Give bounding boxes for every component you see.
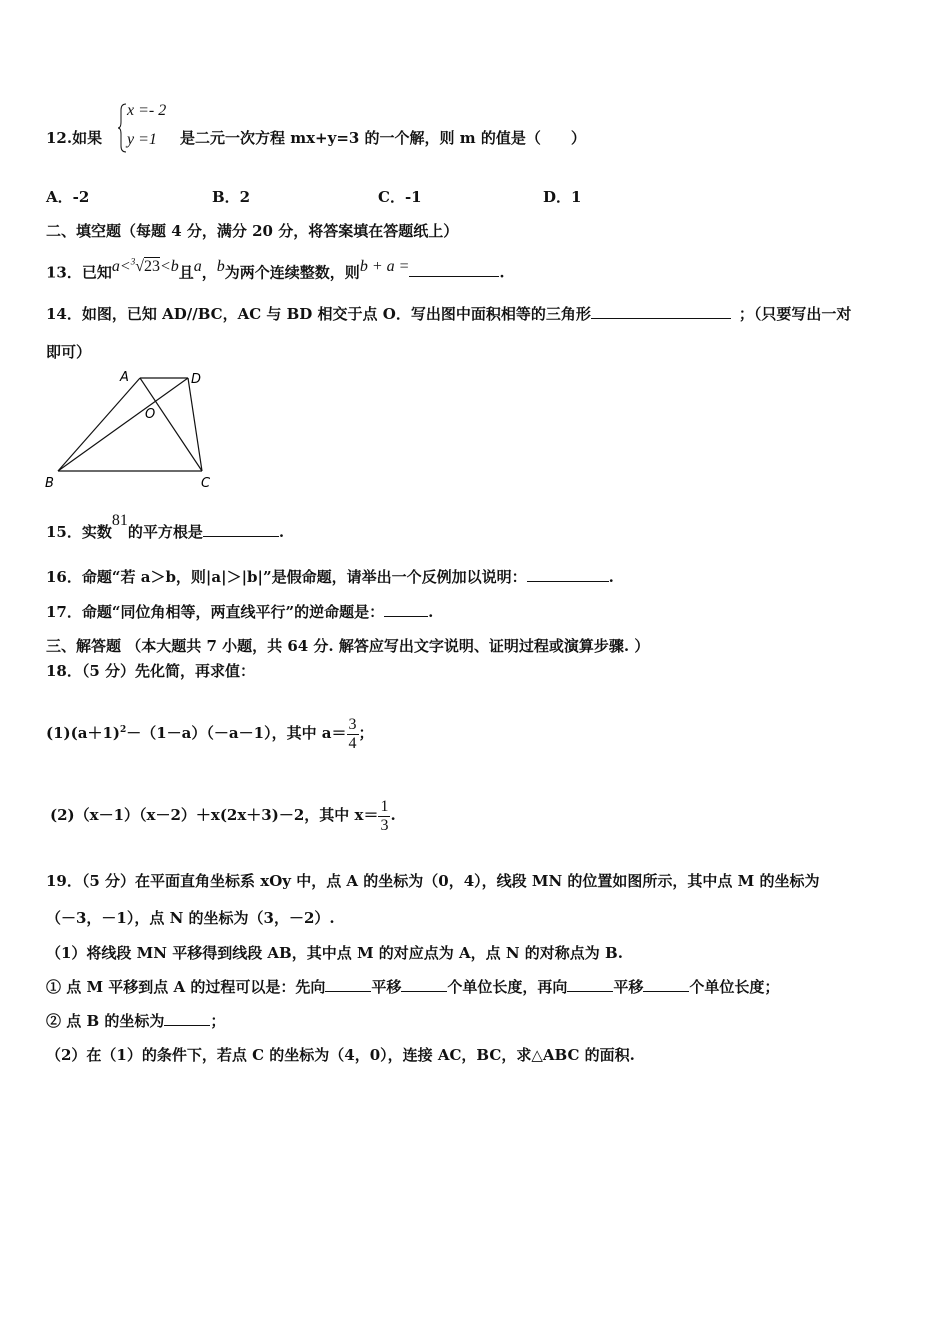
q13-pre: 已知	[81, 263, 112, 282]
section-3-heading: 三、解答题 （本大题共 7 小题，共 64 分. 解答应写出文字说明、证明过程或演算步骤. ）	[46, 637, 650, 655]
segment-ab	[58, 378, 140, 471]
q19-blank-direction1[interactable]	[325, 977, 371, 992]
q13-end: .	[499, 263, 505, 282]
q17-answer-blank[interactable]	[384, 602, 428, 617]
q16-line	[46, 567, 614, 587]
q13-ineq-lt2: <	[159, 258, 171, 276]
q19-blank-direction2[interactable]	[567, 977, 613, 992]
q12-number: 12.	[46, 129, 73, 147]
q13-ineq-b: b	[170, 258, 179, 276]
q14-text: 14．如图，已知 AD//BC，AC 与 BD 相交于点 O．写出图中面积相等的三角形	[46, 305, 591, 323]
q13-ineq-a: a	[111, 258, 120, 276]
q19-blank-units2[interactable]	[643, 977, 689, 992]
q12-option-d[interactable]: D．1	[543, 188, 582, 206]
q17-end: .	[428, 603, 434, 621]
q13-ineq-lt1: <	[119, 258, 131, 276]
q17-text: 17．命题“同位角相等，两直线平行”的逆命题是：	[46, 603, 385, 621]
q18-part2	[50, 785, 396, 845]
q13-root-index: 3	[130, 257, 136, 267]
q16-answer-blank[interactable]	[527, 567, 609, 582]
label-o: O	[145, 407, 156, 422]
q19-blank-point-b[interactable]	[164, 1011, 210, 1026]
q16-text: 16．命题“若 a＞b，则|a|＞|b|”是假命题，请举出一个反例加以说明：	[46, 568, 527, 586]
q18-p2-end: .	[390, 806, 396, 824]
q15-line	[46, 512, 285, 543]
q12-system-line1: x =- 2	[127, 102, 167, 119]
q12-line	[46, 128, 102, 148]
q19-line3: （1）将线段 MN 平移得到线段 AB，其中点 M 的对应点为 A，点 N 的对称点为 B.	[46, 944, 623, 962]
q12-equation-system	[118, 100, 178, 156]
segment-bd	[58, 378, 188, 471]
q13-comma: ，	[201, 263, 217, 282]
q18-p1-b: －（1－a）（－a－1），其中 a＝	[126, 724, 347, 742]
q19-line4	[46, 977, 779, 997]
q13-number: 13．	[46, 263, 82, 282]
segment-dc	[188, 378, 202, 471]
q17-line	[46, 602, 433, 622]
q18-p2-num: 1	[380, 797, 389, 815]
q16-end: .	[608, 568, 614, 586]
q12-option-c[interactable]: C．-1	[378, 188, 422, 206]
q19-line5	[46, 1011, 225, 1031]
label-c: C	[201, 476, 211, 491]
q14-line1	[46, 304, 851, 324]
q12-pre: 如果	[72, 129, 103, 147]
q13-mid: 且	[178, 263, 194, 282]
q13-answer-blank[interactable]	[409, 262, 499, 277]
q19-line2: （－3，－1），点 N 的坐标为（3，－2）.	[46, 909, 335, 927]
q19-l4-d: 平移	[613, 978, 644, 996]
q19-l5-end: ；	[210, 1012, 226, 1030]
q12-option-b[interactable]: B．2	[212, 188, 251, 206]
q13-line	[46, 258, 505, 283]
label-b: B	[45, 476, 54, 491]
q19-l4-e: 个单位长度；	[689, 978, 780, 996]
q18-p2-a: (2)（x－1）（x－2）＋x(2x＋3)－2，其中 x＝	[50, 806, 379, 824]
q13-var-a: a	[193, 258, 202, 276]
q12-post: 是二元一次方程 mx+y=3 的一个解，则 m 的值是（ ）	[180, 129, 586, 147]
q13-var-b: b	[216, 258, 225, 276]
radical-icon: √	[135, 258, 144, 276]
q18-heading: 18．（5 分）先化简，再求值：	[46, 662, 256, 680]
q18-p1-end: ；	[358, 724, 374, 742]
q13-post: 为两个连续整数，则	[224, 263, 360, 282]
q18-part1	[46, 700, 374, 763]
q19-line1: 19．（5 分）在平面直角坐标系 xOy 中，点 A 的坐标为（0，4），线段 MN 的位置如图所示，其中点 M 的坐标为	[46, 872, 820, 890]
q18-p1-fraction	[347, 716, 359, 753]
q19-l5-a: ② 点 B 的坐标为	[46, 1012, 165, 1030]
q14-tail: ；（只要写出一对	[738, 305, 852, 323]
q13-expr: b + a =	[359, 258, 410, 276]
q13-radicand: 23	[143, 258, 160, 276]
q15-end: .	[278, 523, 285, 541]
label-d: D	[191, 372, 202, 387]
q19-line6: （2）在（1）的条件下，若点 C 的坐标为（4，0），连接 AC，BC，求△ABC 的面积.	[46, 1046, 635, 1064]
q19-l4-a: ① 点 M 平移到点 A 的过程可以是：先向	[46, 978, 326, 996]
q18-p1-den: 4	[348, 734, 357, 752]
section-2-heading: 二、填空题（每题 4 分，满分 20 分，将答案填在答题纸上）	[46, 222, 459, 240]
q18-p1-num: 3	[348, 715, 357, 733]
q15-answer-blank[interactable]	[203, 522, 279, 537]
q12-system-line2: y =1	[127, 131, 157, 148]
q18-p1-sup: 2	[119, 725, 127, 735]
q18-p1-a: (1)(a＋1)	[46, 724, 120, 742]
q13-inequality	[112, 258, 179, 275]
q14-figure	[40, 366, 220, 496]
segment-ac	[140, 378, 202, 471]
q19-blank-units1[interactable]	[401, 977, 447, 992]
q18-p2-fraction	[378, 798, 390, 835]
q19-l4-b: 平移	[371, 978, 402, 996]
q14-line2: 即可）	[46, 343, 92, 361]
q19-l4-c: 个单位长度，再向	[447, 978, 568, 996]
label-a: A	[120, 370, 129, 385]
q18-p2-den: 3	[380, 816, 389, 834]
q12-option-a[interactable]: A．-2	[46, 188, 90, 206]
q15-post: 的平方根是	[127, 523, 203, 541]
q14-answer-blank[interactable]	[591, 304, 731, 319]
q15-pre: 15．实数	[46, 523, 112, 541]
q15-value: 81	[111, 512, 128, 529]
